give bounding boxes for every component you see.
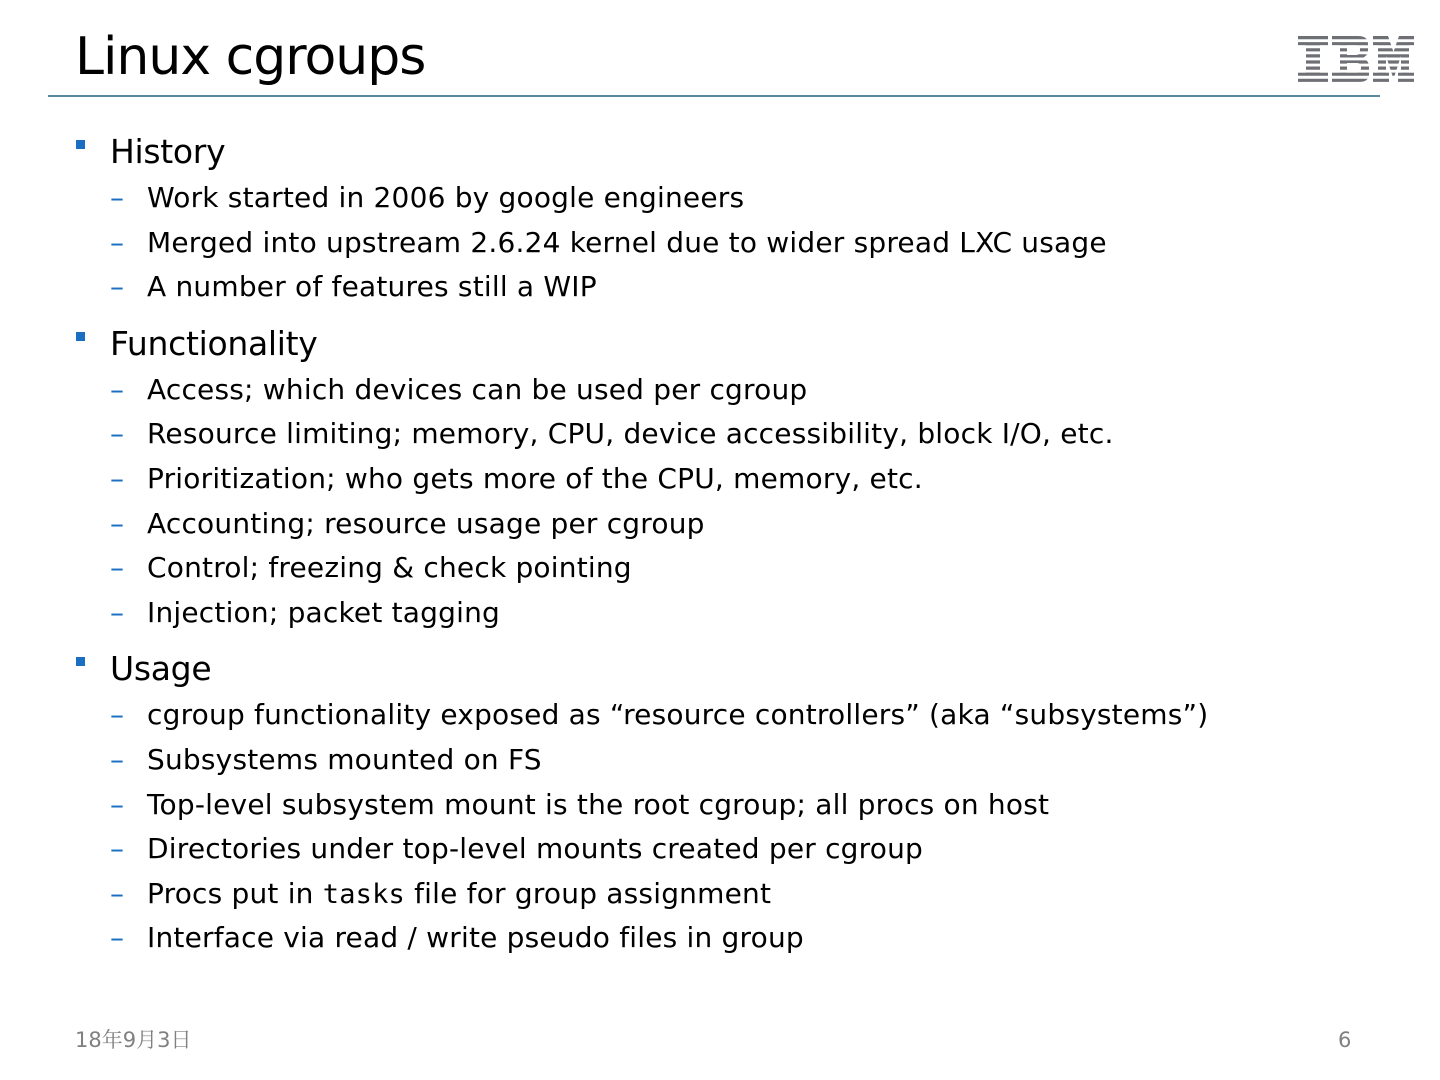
- section-label: History: [110, 132, 226, 171]
- dash-bullet-icon: –: [110, 461, 124, 495]
- section-heading: [76, 645, 1396, 693]
- list-item-text: Access; which devices can be used per cgroup: [147, 372, 808, 406]
- list-item: [76, 459, 1396, 504]
- list-item: [76, 267, 1396, 312]
- title-divider: [48, 95, 1380, 97]
- dash-bullet-icon: –: [110, 742, 124, 776]
- list-item-text: Subsystems mounted on FS: [147, 742, 542, 776]
- list-item-text: Top-level subsystem mount is the root cgroup; all procs on host: [147, 787, 1050, 821]
- list-item-text: Work started in 2006 by google engineers: [147, 181, 745, 214]
- page-number: 6: [1338, 1028, 1352, 1052]
- list-item-text: Interface via read / write pseudo files in group: [147, 921, 804, 955]
- list-item: [76, 548, 1396, 593]
- section-usage: [76, 645, 1396, 963]
- list-item: [76, 829, 1396, 874]
- list-item: [76, 178, 1396, 223]
- list-item-text: [147, 876, 771, 913]
- list-item-text: Injection; packet tagging: [147, 595, 501, 629]
- section-label: Usage: [110, 649, 212, 689]
- ibm-logo: [1298, 36, 1414, 82]
- list-item-text: Prioritization; who gets more of the CPU, memory, etc.: [147, 461, 923, 495]
- sub-bullet-list: [76, 695, 1396, 963]
- square-bullet-icon: [76, 140, 85, 149]
- list-item-text: cgroup functionality exposed as “resource controllers” (aka “subsystems”): [147, 698, 1209, 732]
- list-item-text: Merged into upstream 2.6.24 kernel due to wider spread LXC usage: [147, 225, 1107, 259]
- section-history: [76, 128, 1396, 312]
- list-item-text: Accounting; resource usage per cgroup: [147, 506, 705, 540]
- section-heading: [76, 320, 1396, 368]
- footer-date: 18年9月3日: [75, 1028, 192, 1052]
- sub-bullet-list: [76, 178, 1396, 312]
- list-item: [76, 370, 1396, 415]
- text-fragment: file for group assignment: [405, 876, 772, 910]
- slide-title: Linux cgroups: [75, 27, 426, 87]
- dash-bullet-icon: –: [110, 181, 124, 214]
- list-item: [76, 223, 1396, 268]
- list-item-text: Resource limiting; memory, CPU, device accessibility, block I/O, etc.: [147, 417, 1114, 451]
- list-item-text: Control; freezing & check pointing: [147, 551, 632, 585]
- dash-bullet-icon: –: [110, 787, 124, 821]
- dash-bullet-icon: –: [110, 921, 124, 955]
- dash-bullet-icon: –: [110, 551, 124, 585]
- list-item: [76, 593, 1396, 638]
- list-item: [76, 785, 1396, 830]
- section-heading: [76, 128, 1396, 176]
- dash-bullet-icon: –: [110, 595, 124, 629]
- square-bullet-icon: [76, 657, 85, 666]
- section-functionality: [76, 320, 1396, 638]
- dash-bullet-icon: –: [110, 876, 124, 910]
- text-fragment: Procs put in: [147, 876, 323, 910]
- list-item: [76, 874, 1396, 919]
- code-tasks: tasks: [322, 878, 406, 910]
- square-bullet-icon: [76, 332, 85, 341]
- list-item: [76, 504, 1396, 549]
- list-item-text: Directories under top-level mounts created per cgroup: [147, 832, 923, 866]
- section-label: Functionality: [110, 323, 318, 363]
- dash-bullet-icon: –: [110, 417, 124, 451]
- list-item: [76, 918, 1396, 963]
- list-item-text: A number of features still a WIP: [147, 270, 597, 304]
- list-item: [76, 740, 1396, 785]
- dash-bullet-icon: –: [110, 832, 124, 866]
- dash-bullet-icon: –: [110, 506, 124, 540]
- list-item: [76, 414, 1396, 459]
- sub-bullet-list: [76, 370, 1396, 638]
- dash-bullet-icon: –: [110, 698, 124, 732]
- dash-bullet-icon: –: [110, 372, 124, 406]
- slide-body: [76, 128, 1396, 963]
- dash-bullet-icon: –: [110, 225, 124, 259]
- dash-bullet-icon: –: [110, 270, 124, 304]
- list-item: [76, 695, 1396, 740]
